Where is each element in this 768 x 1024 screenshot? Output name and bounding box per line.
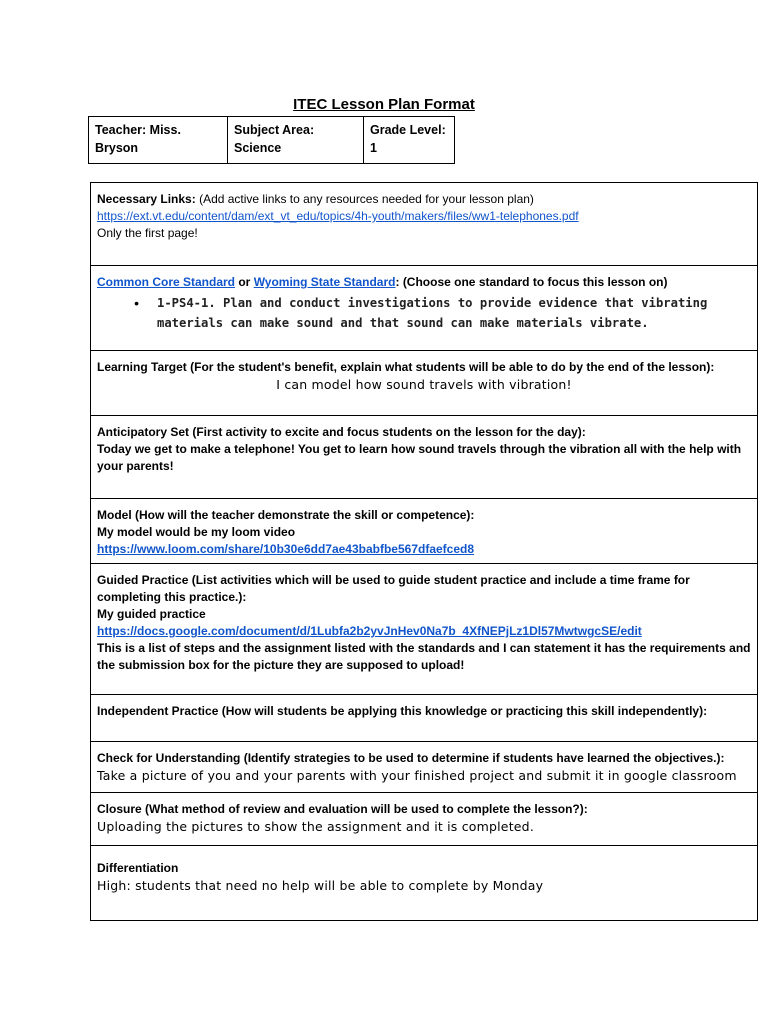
guided-answer: My guided practice <box>97 607 206 621</box>
standard-bullet-text: 1-PS4-1. Plan and conduct investigations to provide evidence that vibrating materials can make sound and that sound can make materials vibrate. <box>157 296 708 330</box>
check-answer: Take a picture of you and your parents with your finished project and submit it in google classroom <box>97 768 737 783</box>
anticipatory-row <box>91 416 758 499</box>
links-row <box>91 183 758 266</box>
guided-answer2: This is a list of steps and the assignment listed with the standards and I can statement it has the requirements and the submission box for the picture they are supposed to upload! <box>97 641 751 672</box>
model-url-link[interactable]: https://www.loom.com/share/10b30e6dd7ae43babfbe567dfaefced8 <box>97 542 475 556</box>
learning-target-label: Learning Target <box>97 360 187 374</box>
standard-desc: : (Choose one standard to focus this lesson on) <box>395 275 668 289</box>
check-desc: (Identify strategies to be used to determine if students have learned the objectives.): <box>240 751 725 765</box>
independent-desc: (How will students be applying this knowledge or practicing this skill independently): <box>218 704 708 718</box>
common-core-link[interactable]: Common Core Standard <box>97 275 236 289</box>
closure-answer: Uploading the pictures to show the assignment and it is completed. <box>97 819 534 834</box>
closure-row <box>91 793 758 846</box>
teacher-cell: Teacher: Miss. Bryson <box>89 117 228 164</box>
model-answer: My model would be my loom video <box>97 525 296 539</box>
guided-row <box>91 564 758 695</box>
header-table <box>88 116 455 164</box>
model-row <box>91 499 758 564</box>
guided-url-link[interactable]: https://docs.google.com/document/d/1Lubfa2b2yvJnHev0Na7b_4XfNEPjLz1Dl57MwtwgcSE/edit <box>97 624 642 638</box>
model-desc: (How will the teacher demonstrate the skill or competence): <box>131 508 475 522</box>
independent-row <box>91 695 758 742</box>
standard-or: or <box>235 275 254 289</box>
grade-cell: Grade Level: 1 <box>364 117 455 164</box>
closure-label: Closure <box>97 802 142 816</box>
links-note: Only the first page! <box>97 226 198 240</box>
learning-target-answer: I can model how sound travels with vibration! <box>276 377 572 392</box>
independent-label: Independent Practice <box>97 704 219 718</box>
differentiation-answer: High: students that need no help will be able to complete by Monday <box>97 878 544 893</box>
lesson-plan-table <box>90 182 758 921</box>
links-url-link[interactable]: https://ext.vt.edu/content/dam/ext_vt_edu/topics/4h-youth/makers/files/ww1-telephones.pdf <box>97 209 579 223</box>
closure-desc: (What method of review and evaluation will be used to complete the lesson?): <box>141 802 588 816</box>
guided-desc: (List activities which will be used to guide student practice and include a time frame for completing this practice.): <box>97 573 690 604</box>
anticipatory-label: Anticipatory Set <box>97 425 190 439</box>
check-row <box>91 742 758 793</box>
learning-target-row <box>91 351 758 416</box>
subject-cell: Subject Area: Science <box>228 117 364 164</box>
anticipatory-desc: (First activity to excite and focus students on the lesson for the day): <box>189 425 586 439</box>
standard-bullet-item <box>97 293 751 333</box>
model-label: Model <box>97 508 132 522</box>
guided-label: Guided Practice <box>97 573 189 587</box>
anticipatory-answer: Today we get to make a telephone! You get to learn how sound travels through the vibration all with the help with your parents! <box>97 442 742 473</box>
links-label: Necessary Links: <box>97 192 196 206</box>
check-label: Check for Understanding <box>97 751 241 765</box>
bullet-icon: • <box>134 295 139 311</box>
links-desc: (Add active links to any resources needed for your lesson plan) <box>195 192 534 206</box>
learning-target-desc: (For the student's benefit, explain what students will be able to do by the end of the lesson): <box>186 360 715 374</box>
page-title: ITEC Lesson Plan Format <box>293 96 475 113</box>
wyoming-standard-link[interactable]: Wyoming State Standard <box>253 275 396 289</box>
differentiation-row <box>91 846 758 921</box>
differentiation-label: Differentiation <box>97 861 179 875</box>
standard-row <box>91 266 758 351</box>
